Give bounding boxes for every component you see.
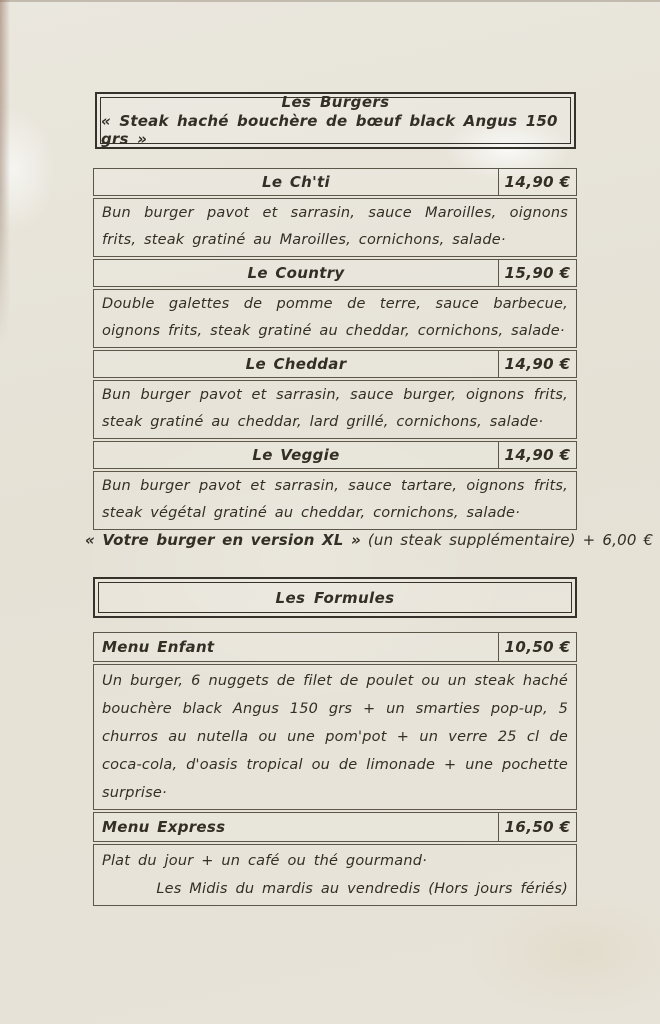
burgers-section-title: Les Burgers <box>281 93 390 111</box>
menu-item-name: Le Cheddar <box>245 355 347 373</box>
menu-item-header <box>93 350 577 378</box>
menu-item-description: Bun burger pavot et sarrasin, sauce tartare, oignons frits, steak végétal gratiné au cheddar, cornichons, salade· <box>93 471 577 530</box>
menu-item-description <box>93 844 577 906</box>
menu-item-header <box>93 259 577 287</box>
burgers-table <box>93 168 577 532</box>
menu-item-header <box>93 812 577 842</box>
formules-section-header-frame <box>98 582 572 613</box>
burgers-section-header <box>95 92 576 149</box>
menu-item-name: Le Country <box>247 264 345 282</box>
menu-item-name: Menu Enfant <box>102 638 215 656</box>
menu-item-price: 16,50 € <box>498 813 576 841</box>
menu-item-description: Un burger, 6 nuggets de filet de poulet ou un steak haché bouchère black Angus 150 grs + un smarties pop-up, 5 churros au nutella ou une pom'pot + un verre 25 cl de coca-cola, d'oasis tropical ou de limonade + une pochette surprise· <box>93 664 577 810</box>
menu-item-header <box>93 632 577 662</box>
menu-item-menu-express <box>93 812 577 906</box>
page-top-edge <box>0 0 660 2</box>
menu-item-name: Le Ch'ti <box>262 173 330 191</box>
xl-upgrade-note-detail: (un steak supplémentaire) + 6,00 € <box>360 531 654 549</box>
menu-item-description: Bun burger pavot et sarrasin, sauce burger, oignons frits, steak gratiné au cheddar, lard grillé, cornichons, salade· <box>93 380 577 439</box>
menu-express-description-line: Plat du jour + un café ou thé gourmand· <box>102 853 427 869</box>
menu-item-menu-enfant <box>93 632 577 810</box>
menu-item-name: Le Veggie <box>252 446 340 464</box>
menu-item-header <box>93 168 577 196</box>
menu-item-price: 14,90 € <box>498 442 576 468</box>
menu-item-name: Menu Express <box>102 818 226 836</box>
burgers-section-subtitle: « Steak haché bouchère de bœuf black Angus 150 grs » <box>101 112 558 148</box>
page-left-edge-shadow <box>0 0 10 345</box>
menu-item-le-cheddar <box>93 350 577 439</box>
menu-item-le-chti <box>93 168 577 257</box>
menu-item-le-country <box>93 259 577 348</box>
menu-item-price: 14,90 € <box>498 351 576 377</box>
xl-upgrade-note <box>85 531 654 549</box>
menu-item-le-veggie <box>93 441 577 530</box>
menu-item-price: 10,50 € <box>498 633 576 661</box>
burgers-section-header-frame <box>100 93 571 148</box>
xl-upgrade-note-highlight: « Votre burger en version XL » <box>85 531 361 549</box>
menu-item-description: Double galettes de pomme de terre, sauce barbecue, oignons frits, steak gratiné au cheddar, cornichons, salade· <box>93 289 577 348</box>
formules-section-header <box>93 577 577 618</box>
menu-express-availability-note: Les Midis du mardis au vendredis (Hors jours fériés) <box>156 881 568 897</box>
formules-section-title: Les Formules <box>275 588 395 607</box>
menu-item-description: Bun burger pavot et sarrasin, sauce Maroilles, oignons frits, steak gratiné au Maroilles, cornichons, salade· <box>93 198 577 257</box>
menu-item-price: 15,90 € <box>498 260 576 286</box>
menu-item-price: 14,90 € <box>498 169 576 195</box>
formules-table <box>93 632 577 908</box>
menu-item-header <box>93 441 577 469</box>
